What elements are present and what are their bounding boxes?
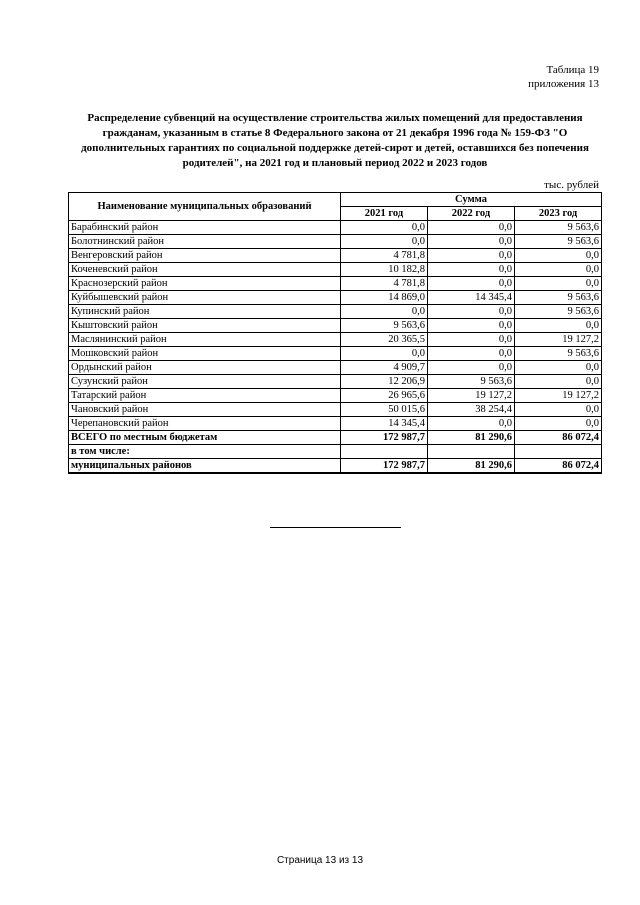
district-name: Сузунский район: [69, 375, 341, 389]
column-header-2022: 2022 год: [428, 207, 515, 221]
value-2022: 0,0: [428, 319, 515, 333]
total-row: [69, 431, 602, 445]
value-2023: 9 563,6: [515, 235, 602, 249]
value-2021: 10 182,8: [341, 263, 428, 277]
district-name: Болотнинский район: [69, 235, 341, 249]
total-label: ВСЕГО по местным бюджетам: [69, 431, 341, 445]
municipal-2023: 86 072,4: [515, 459, 602, 474]
table-row: [69, 235, 602, 249]
district-name: Черепановский район: [69, 417, 341, 431]
value-2021: 0,0: [341, 305, 428, 319]
district-name: Краснозерский район: [69, 277, 341, 291]
units-label: тыс. рублей: [544, 179, 599, 191]
table-row: [69, 263, 602, 277]
table-row: [69, 361, 602, 375]
table-reference: [528, 63, 599, 91]
page-footer: Страница 13 из 13: [276, 855, 364, 866]
value-2021: 4 909,7: [341, 361, 428, 375]
table-row: [69, 347, 602, 361]
total-2021: 172 987,7: [341, 431, 428, 445]
district-name: Барабинский район: [69, 221, 341, 235]
total-2022: 81 290,6: [428, 431, 515, 445]
value-2022: 0,0: [428, 305, 515, 319]
value-2023: 0,0: [515, 417, 602, 431]
district-name: Чановский район: [69, 403, 341, 417]
table-row: [69, 417, 602, 431]
value-2021: 14 345,4: [341, 417, 428, 431]
district-name: Венгеровский район: [69, 249, 341, 263]
value-2021: 14 869,0: [341, 291, 428, 305]
district-name: Мошковский район: [69, 347, 341, 361]
value-2022: 0,0: [428, 221, 515, 235]
value-2023: 9 563,6: [515, 221, 602, 235]
end-divider: [270, 527, 401, 528]
value-2022: 9 563,6: [428, 375, 515, 389]
total-2023: 86 072,4: [515, 431, 602, 445]
district-name: Ордынский район: [69, 361, 341, 375]
table-row: [69, 277, 602, 291]
table-row: [69, 221, 602, 235]
column-header-sum: Сумма: [341, 193, 602, 207]
municipal-row: [69, 459, 602, 474]
table-row: [69, 249, 602, 263]
value-2022: 14 345,4: [428, 291, 515, 305]
value-2021: 12 206,9: [341, 375, 428, 389]
value-2022: 0,0: [428, 417, 515, 431]
value-2023: 9 563,6: [515, 347, 602, 361]
value-2022: 0,0: [428, 235, 515, 249]
table-row: [69, 389, 602, 403]
value-2022: 0,0: [428, 333, 515, 347]
value-2023: 0,0: [515, 375, 602, 389]
value-2021: 0,0: [341, 347, 428, 361]
column-header-2023: 2023 год: [515, 207, 602, 221]
value-2023: 9 563,6: [515, 291, 602, 305]
document-title: Распределение субвенций на осуществление строительства жилых помещений для предоставления гражданам, указанным в статье 8 Федерального закона от 21 декабря 1996 года № 159-ФЗ "О дополнительных гарантиях по социальной поддержке детей-сирот и детей, оставшихся без попечения родителей", на 2021 год и плановый период 2022 и 2023 годов: [81, 112, 589, 169]
appendix-number: приложения 13: [528, 78, 599, 90]
value-2021: 26 965,6: [341, 389, 428, 403]
value-2021: 4 781,8: [341, 277, 428, 291]
table-number: Таблица 19: [546, 64, 599, 76]
value-2021: 20 365,5: [341, 333, 428, 347]
value-2023: 0,0: [515, 277, 602, 291]
value-2023: 0,0: [515, 263, 602, 277]
column-header-2021: 2021 год: [341, 207, 428, 221]
district-name: Куйбышевский район: [69, 291, 341, 305]
municipal-2022: 81 290,6: [428, 459, 515, 474]
value-2022: 0,0: [428, 277, 515, 291]
value-2023: 0,0: [515, 319, 602, 333]
table-row: [69, 305, 602, 319]
value-2022: 19 127,2: [428, 389, 515, 403]
including-row: [69, 445, 602, 459]
value-2023: 9 563,6: [515, 305, 602, 319]
table-row: [69, 319, 602, 333]
district-name: Коченевский район: [69, 263, 341, 277]
municipal-label: муниципальных районов: [69, 459, 341, 474]
value-2021: 0,0: [341, 235, 428, 249]
table-row: [69, 333, 602, 347]
district-name: Купинский район: [69, 305, 341, 319]
value-2021: 50 015,6: [341, 403, 428, 417]
district-name: Маслянинский район: [69, 333, 341, 347]
value-2021: 4 781,8: [341, 249, 428, 263]
table-row: [69, 291, 602, 305]
value-2022: 0,0: [428, 263, 515, 277]
value-2021: 0,0: [341, 221, 428, 235]
district-name: Татарский район: [69, 389, 341, 403]
value-2021: 9 563,6: [341, 319, 428, 333]
value-2022: 0,0: [428, 347, 515, 361]
value-2023: 0,0: [515, 249, 602, 263]
value-2023: 0,0: [515, 361, 602, 375]
table-row: [69, 375, 602, 389]
district-name: Кыштовский район: [69, 319, 341, 333]
subvention-table: [68, 192, 602, 474]
value-2023: 19 127,2: [515, 333, 602, 347]
table-row: [69, 403, 602, 417]
value-2022: 0,0: [428, 249, 515, 263]
value-2022: 38 254,4: [428, 403, 515, 417]
column-header-name: Наименование муниципальных образований: [69, 193, 341, 221]
including-label: в том числе:: [69, 445, 341, 459]
value-2022: 0,0: [428, 361, 515, 375]
municipal-2021: 172 987,7: [341, 459, 428, 474]
value-2023: 0,0: [515, 403, 602, 417]
value-2023: 19 127,2: [515, 389, 602, 403]
